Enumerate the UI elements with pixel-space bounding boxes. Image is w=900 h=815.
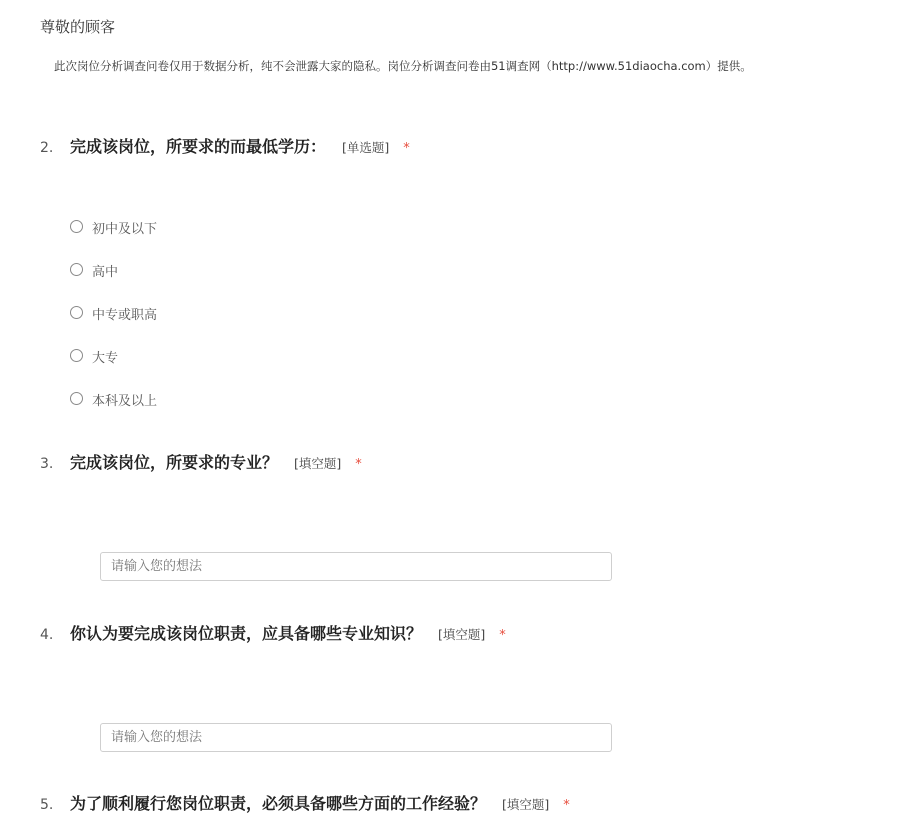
required-marker: *: [499, 628, 506, 643]
required-marker: *: [403, 141, 410, 156]
question-type-label: [填空题]: [438, 627, 486, 642]
question-number: 3.: [40, 456, 54, 472]
option-high-school[interactable]: [70, 249, 157, 292]
radio-button[interactable]: [70, 220, 83, 233]
knowledge-answer-input[interactable]: [100, 723, 612, 752]
option-label: 本科及以上: [92, 394, 158, 409]
survey-intro-text: 此次岗位分析调查问卷仅用于数据分析，纯不会泄露大家的隐私。岗位分析调查问卷由51调查网（http://www.51diaocha.com）提供。: [54, 59, 752, 73]
required-marker: *: [355, 457, 362, 472]
question-title: 完成该岗位，所要求的专业？: [70, 453, 279, 472]
radio-button[interactable]: [70, 349, 83, 362]
question-4: [40, 621, 506, 645]
major-answer-input[interactable]: [100, 552, 612, 581]
question-title: 完成该岗位，所要求的而最低学历：: [70, 137, 327, 156]
greeting-heading: 尊敬的顾客: [40, 18, 116, 36]
question-3: [40, 450, 362, 474]
option-label: 中专或职高: [92, 308, 158, 323]
option-junior-high[interactable]: [70, 206, 157, 249]
option-bachelor[interactable]: [70, 378, 157, 421]
question-type-label: [单选题]: [342, 140, 390, 155]
option-vocational[interactable]: [70, 292, 157, 335]
question-number: 5.: [40, 797, 54, 813]
required-marker: *: [563, 798, 570, 813]
option-label: 初中及以下: [92, 222, 158, 237]
radio-button[interactable]: [70, 263, 83, 276]
option-label: 高中: [92, 265, 119, 280]
radio-button[interactable]: [70, 392, 83, 405]
radio-button[interactable]: [70, 306, 83, 319]
question-type-label: [填空题]: [502, 797, 550, 812]
question-2: [40, 134, 410, 158]
question-type-label: [填空题]: [294, 456, 342, 471]
question-title: 为了顺利履行您岗位职责，必须具备哪些方面的工作经验？: [70, 794, 487, 813]
question-5: [40, 791, 570, 815]
option-college[interactable]: [70, 335, 157, 378]
option-label: 大专: [92, 351, 119, 366]
question-number: 2.: [40, 140, 54, 156]
question-title: 你认为要完成该岗位职责，应具备哪些专业知识？: [70, 624, 423, 643]
question-2-options: [70, 206, 157, 421]
question-number: 4.: [40, 627, 54, 643]
